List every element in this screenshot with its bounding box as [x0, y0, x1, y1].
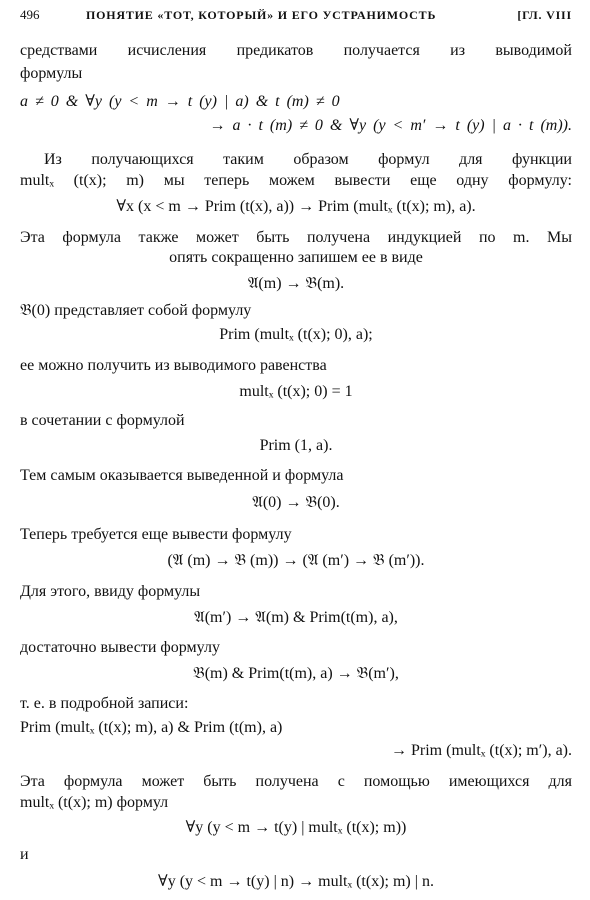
formula-line: Prim (multₓ (t(x); m), a) & Prim (t(m), a)	[20, 719, 283, 736]
text-line: Из получающихся таким образом формул для функции	[44, 151, 572, 168]
chapter-label: [ГЛ. VIII	[517, 8, 572, 22]
formula-line: Prim (1, a).	[259, 437, 333, 454]
text-line: Эта формула может быть получена с помощью имеющихся для	[20, 773, 572, 790]
text-line: средствами исчисления предикатов получается из выводимой	[20, 42, 572, 59]
text-line: опять сокращенно запишем ее в виде	[169, 249, 423, 266]
page-number: 496	[20, 7, 40, 22]
formula-line: ∀y (y < m → t(y) | n) → multₓ (t(x); m) | n.	[158, 873, 434, 890]
text-line: достаточно вывести формулу	[20, 639, 220, 656]
formula-line: 𝔄(0) → 𝔅(0).	[252, 494, 340, 511]
text-line: т. е. в подробной записи:	[20, 695, 189, 712]
text-line: Для этого, ввиду формулы	[20, 583, 201, 600]
text-line: Эта формула также может быть получена индукцией по m. Мы	[20, 229, 572, 246]
formula-line: 𝔅(m) & Prim(t(m), a) → 𝔅(m′),	[193, 665, 399, 682]
text-line: Теперь требуется еще вывести формулу	[20, 526, 292, 543]
text-line: multₓ (t(x); m) формул	[20, 794, 169, 811]
formula-line: 𝔄(m′) → 𝔄(m) & Prim(t(m), a),	[194, 609, 398, 626]
text-line: и	[20, 846, 29, 863]
formula-line: ∀x (x < m → Prim (t(x), a)) → Prim (multₓ (t(x); m), a).	[116, 198, 476, 215]
formula-line: (𝔄 (m) → 𝔅 (m)) → (𝔄 (m′) → 𝔅 (m′)).	[167, 552, 425, 569]
text-line: Тем самым оказывается выведенной и формула	[20, 467, 344, 484]
formula-line: → a · t (m) ≠ 0 & ∀y (y < m′ → t (y) | a · t (m)).	[209, 117, 572, 134]
text-line: формулы	[20, 65, 83, 82]
formula-line: → Prim (multₓ (t(x); m′), a).	[391, 742, 572, 759]
formula-line: multₓ (t(x); 0) = 1	[239, 383, 353, 400]
running-title: ПОНЯТИЕ «ТОТ, КОТОРЫЙ» И ЕГО УСТРАНИМОСТЬ	[86, 8, 437, 22]
formula-line: Prim (multₓ (t(x); 0), a);	[219, 326, 373, 343]
text-line: в сочетании с формулой	[20, 412, 185, 429]
running-header	[20, 5, 572, 27]
formula-line: 𝔄(m) → 𝔅(m).	[247, 275, 345, 292]
text-line: ее можно получить из выводимого равенства	[20, 357, 327, 374]
text-line: 𝔅(0) представляет собой формулу	[20, 302, 252, 319]
formula-line: a ≠ 0 & ∀y (y < m → t (y) | a) & t (m) ≠ 0	[20, 93, 340, 110]
formula-line: ∀y (y < m → t(y) | multₓ (t(x); m))	[185, 819, 407, 836]
text-line: multₓ (t(x); m) мы теперь можем вывести еще одну формулу:	[20, 172, 572, 189]
